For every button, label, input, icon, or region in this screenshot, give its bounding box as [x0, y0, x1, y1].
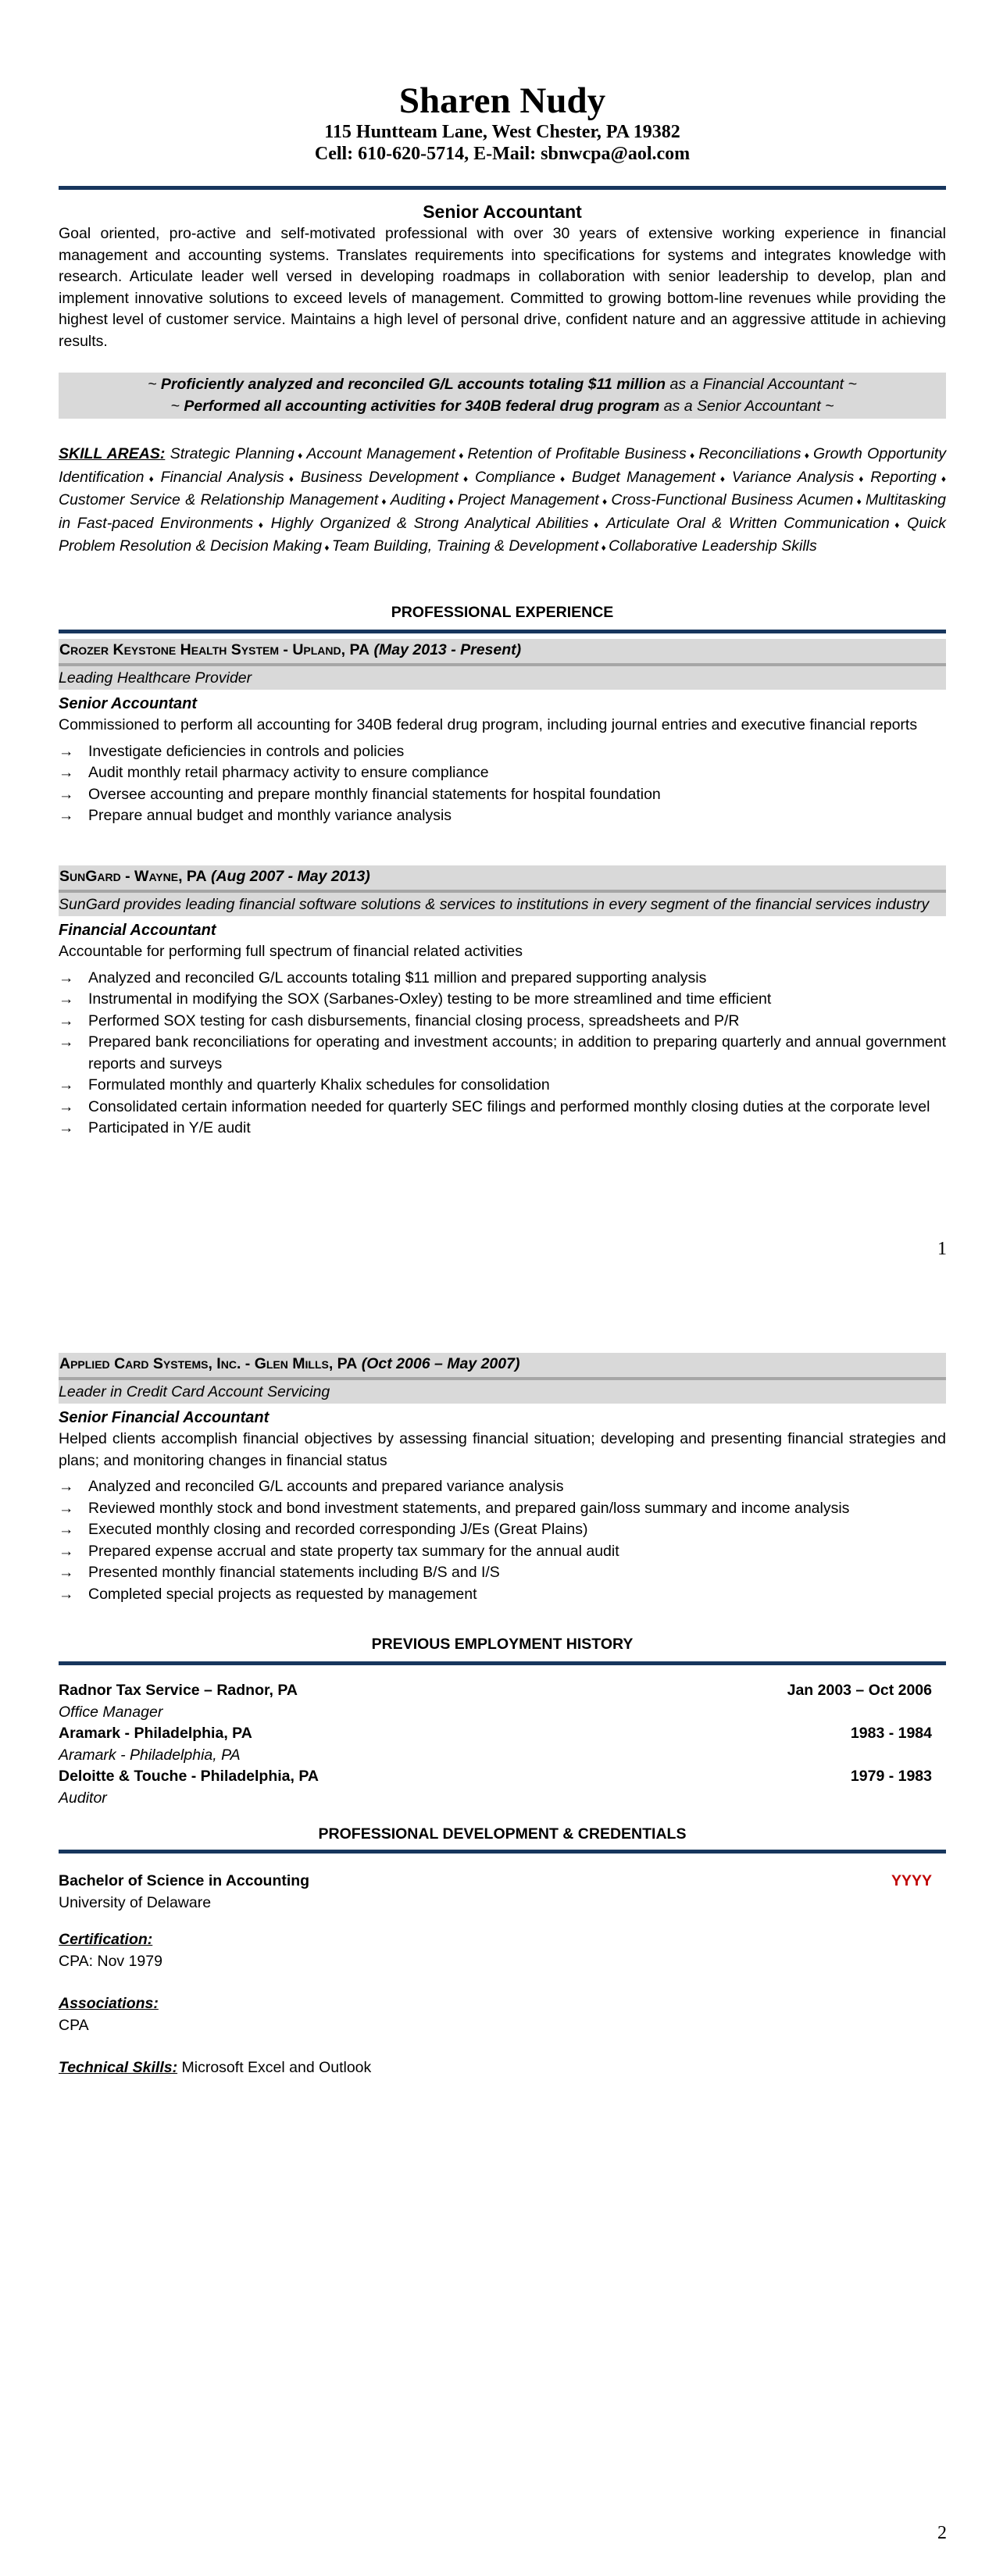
- diamond-bullet-icon: ♦: [588, 519, 606, 530]
- diamond-bullet-icon: ♦: [294, 450, 307, 461]
- contact-info: Cell: 610-620-5714, E-Mail: sbnwcpa@aol.com: [314, 144, 691, 164]
- diamond-bullet-icon: ♦: [936, 473, 947, 484]
- section-heading-experience: PROFESSIONAL EXPERIENCE: [391, 604, 614, 621]
- certification-label: Certification:: [59, 1931, 153, 1948]
- certification-value: CPA: Nov 1979: [59, 1952, 162, 1970]
- credentials-rule: [59, 1850, 946, 1854]
- arrow-right-icon: →: [59, 1499, 74, 1517]
- diamond-bullet-icon: ♦: [854, 473, 871, 484]
- job-bullets: [59, 968, 946, 1140]
- list-item: → Analyzed and reconciled G/L accounts totaling $11 million and prepared supporting analysis: [59, 968, 946, 990]
- history-row: Deloitte & Touche - Philadelphia, PA 1979 - 1983: [59, 1768, 932, 1785]
- skill-item: Auditing: [390, 491, 446, 508]
- job-description: Helped clients accomplish financial objectives by assessing financial situation; developing and presenting financial strategies and plans; and monitoring changes in financial status: [59, 1430, 946, 1469]
- header-rule: [59, 186, 946, 190]
- page-number-2: 2: [937, 2523, 947, 2543]
- associations-value: CPA: [59, 2016, 89, 2034]
- skill-item: Multitasking in Fast-paced Environments: [59, 491, 946, 532]
- list-item: → Participated in Y/E audit: [59, 1118, 946, 1140]
- skill-item: Growth Opportunity Identification: [59, 445, 946, 486]
- company-divider: [59, 662, 946, 668]
- skill-item: Customer Service & Relationship Management: [59, 491, 379, 508]
- page-2: [0, 1288, 996, 2576]
- highlight-1: ~ Proficiently analyzed and reconciled G/L accounts totaling $11 million as a Financial Accountant ~: [148, 376, 857, 393]
- summary-section: [59, 200, 946, 352]
- list-item: → Instrumental in modifying the SOX (Sarbanes-Oxley) testing to be more streamlined and time efficient: [59, 989, 946, 1011]
- skill-list: [59, 445, 946, 555]
- summary-text: Goal oriented, pro-active and self-motivated professional with over 30 years of extensive working experience in financial management and accounting systems. Translates requirements into specifications for systems and integrates knowledge with research. Articulate leader well versed in developing roadmaps in collaboration with senior leadership to develop, plan and implement innovative solutions to exceed levels of management. Committed to growing bottom-line revenues while providing the highest level of customer service. Maintains a high level of personal drive, confident nature and an aggressive attitude in achieving results.: [59, 225, 946, 350]
- list-item: → Prepare annual budget and monthly variance analysis: [59, 805, 946, 827]
- highlights-box: [59, 373, 946, 419]
- company-tagline: Leading Healthcare Provider: [59, 668, 946, 690]
- history-row: Aramark - Philadelphia, PA 1983 - 1984: [59, 1725, 932, 1742]
- list-item: → Investigate deficiencies in controls and policies: [59, 741, 946, 763]
- skill-item: Cross-Functional Business Acumen: [611, 491, 854, 508]
- skill-item: Retention of Profitable Business: [467, 445, 687, 462]
- skill-item: Account Management: [306, 445, 456, 462]
- list-item: → Prepared expense accrual and state property tax summary for the annual audit: [59, 1541, 946, 1563]
- list-item: → Analyzed and reconciled G/L accounts and prepared variance analysis: [59, 1476, 946, 1498]
- diamond-bullet-icon: ♦: [144, 473, 161, 484]
- diamond-bullet-icon: ♦: [322, 542, 332, 553]
- page-number-1: 1: [937, 1239, 947, 1259]
- company-divider: [59, 1375, 946, 1382]
- list-item: → Prepared bank reconciliations for operating and investment accounts; in addition to preparing quarterly and annual government reports and surveys: [59, 1033, 946, 1072]
- skill-item: Reporting: [870, 468, 937, 486]
- school: University of Delaware: [59, 1893, 212, 1911]
- candidate-name: Sharen Nudy: [398, 80, 606, 121]
- arrow-right-icon: →: [59, 1542, 74, 1560]
- diamond-bullet-icon: ♦: [686, 450, 699, 461]
- experience-rule: [59, 630, 946, 633]
- diamond-bullet-icon: ♦: [715, 473, 732, 484]
- highlight-2: ~ Performed all accounting activities for 340B federal drug program as a Senior Accountant ~: [170, 398, 834, 415]
- arrow-right-icon: →: [59, 742, 74, 760]
- diamond-bullet-icon: ♦: [378, 496, 391, 507]
- skill-item: Compliance: [475, 468, 555, 486]
- arrow-right-icon: →: [59, 1478, 74, 1495]
- employment-history: [59, 1680, 946, 1809]
- arrow-right-icon: →: [59, 1119, 74, 1136]
- skill-areas-label: SKILL AREAS:: [59, 445, 166, 462]
- diamond-bullet-icon: ♦: [801, 450, 813, 461]
- list-item: → Performed SOX testing for cash disbursements, financial closing process, spreadsheets and P/R: [59, 1011, 946, 1033]
- skill-item: Quick Problem Resolution & Decision Making: [59, 514, 947, 555]
- resume-header: [59, 80, 946, 165]
- list-item: → Presented monthly financial statements including B/S and I/S: [59, 1562, 946, 1584]
- education-row: Bachelor of Science in Accounting YYYY: [59, 1872, 932, 1889]
- job-applied-card: [59, 1353, 946, 1605]
- arrow-right-icon: →: [59, 1033, 74, 1051]
- target-title: Senior Accountant: [423, 202, 582, 222]
- section-heading-credentials: PROFESSIONAL DEVELOPMENT & CREDENTIALS: [318, 1825, 687, 1843]
- skill-item: Project Management: [457, 491, 599, 508]
- job-crozer: [59, 639, 946, 827]
- diamond-bullet-icon: ♦: [555, 473, 573, 484]
- diamond-bullet-icon: ♦: [445, 496, 458, 507]
- list-item: → Oversee accounting and prepare monthly financial statements for hospital foundation: [59, 784, 946, 806]
- address: 115 Huntteam Lane, West Chester, PA 19382: [324, 122, 680, 142]
- company-header: Applied Card Systems, Inc. - Glen Mills, PA (Oct 2006 – May 2007): [59, 1353, 946, 1375]
- skill-item: Articulate Oral & Written Communication: [605, 514, 890, 532]
- skill-areas: [59, 444, 946, 559]
- company-header: SunGard - Wayne, PA (Aug 2007 - May 2013): [59, 865, 946, 888]
- job-sungard: [59, 865, 946, 1140]
- arrow-right-icon: →: [59, 969, 74, 987]
- skill-item: Reconciliations: [698, 445, 801, 462]
- company-tagline: SunGard provides leading financial software solutions & services to institutions in every segment of the financial services industry: [59, 894, 946, 916]
- list-item: → Formulated monthly and quarterly Khalix schedules for consolidation: [59, 1075, 946, 1097]
- arrow-right-icon: →: [59, 1585, 74, 1603]
- history-rule: [59, 1661, 946, 1665]
- company-tagline: Leader in Credit Card Account Servicing: [59, 1382, 946, 1404]
- skill-item: Team Building, Training & Development: [331, 537, 599, 555]
- arrow-right-icon: →: [59, 1011, 74, 1029]
- diamond-bullet-icon: ♦: [458, 473, 475, 484]
- history-title: Office Manager: [59, 1703, 163, 1721]
- history-title: Aramark - Philadelphia, PA: [59, 1746, 241, 1764]
- list-item: → Completed special projects as requested by management: [59, 1584, 946, 1606]
- diamond-bullet-icon: ♦: [455, 450, 468, 461]
- job-bullets: [59, 741, 946, 827]
- skill-item: Budget Management: [572, 468, 716, 486]
- diamond-bullet-icon: ♦: [853, 496, 866, 507]
- arrow-right-icon: →: [59, 785, 74, 803]
- history-title: Auditor: [59, 1789, 107, 1807]
- job-description: Accountable for performing full spectrum of financial related activities: [59, 943, 523, 960]
- company-divider: [59, 888, 946, 894]
- skill-item: Strategic Planning: [170, 445, 295, 462]
- history-row: Radnor Tax Service – Radnor, PA Jan 2003 – Oct 2006: [59, 1682, 932, 1699]
- company-header: Crozer Keystone Health System - Upland, PA (May 2013 - Present): [59, 639, 946, 662]
- arrow-right-icon: →: [59, 990, 74, 1008]
- arrow-right-icon: →: [59, 807, 74, 824]
- skill-item: Collaborative Leadership Skills: [609, 537, 817, 555]
- skill-item: Business Development: [300, 468, 459, 486]
- diamond-bullet-icon: ♦: [284, 473, 301, 484]
- job-role: Senior Accountant: [59, 695, 198, 712]
- job-description: Commissioned to perform all accounting for 340B federal drug program, including journal entries and executive financial reports: [59, 716, 918, 733]
- arrow-right-icon: →: [59, 764, 74, 781]
- arrow-right-icon: →: [59, 1521, 74, 1538]
- credentials: [59, 1871, 946, 2079]
- diamond-bullet-icon: ♦: [889, 519, 908, 530]
- arrow-right-icon: →: [59, 1564, 74, 1581]
- diamond-bullet-icon: ♦: [598, 542, 609, 553]
- arrow-right-icon: →: [59, 1097, 74, 1115]
- diamond-bullet-icon: ♦: [598, 496, 612, 507]
- arrow-right-icon: →: [59, 1076, 74, 1094]
- list-item: → Audit monthly retail pharmacy activity to ensure compliance: [59, 762, 946, 784]
- list-item: → Executed monthly closing and recorded corresponding J/Es (Great Plains): [59, 1519, 946, 1541]
- job-role: Senior Financial Accountant: [59, 1409, 270, 1426]
- associations-label: Associations:: [59, 1995, 159, 2012]
- job-role: Financial Accountant: [59, 922, 216, 939]
- skill-item: Variance Analysis: [731, 468, 855, 486]
- diamond-bullet-icon: ♦: [253, 519, 271, 530]
- job-bullets: [59, 1476, 946, 1605]
- section-heading-history: PREVIOUS EMPLOYMENT HISTORY: [371, 1636, 634, 1653]
- technical-skills: Technical Skills: Microsoft Excel and Outlook: [59, 2059, 372, 2076]
- list-item: → Consolidated certain information needed for quarterly SEC filings and performed monthly closing duties at the corporate level: [59, 1097, 946, 1119]
- skill-item: Highly Organized & Strong Analytical Abilities: [270, 514, 589, 532]
- skill-item: Financial Analysis: [160, 468, 284, 486]
- list-item: → Reviewed monthly stock and bond investment statements, and prepared gain/loss summary and income analysis: [59, 1498, 946, 1520]
